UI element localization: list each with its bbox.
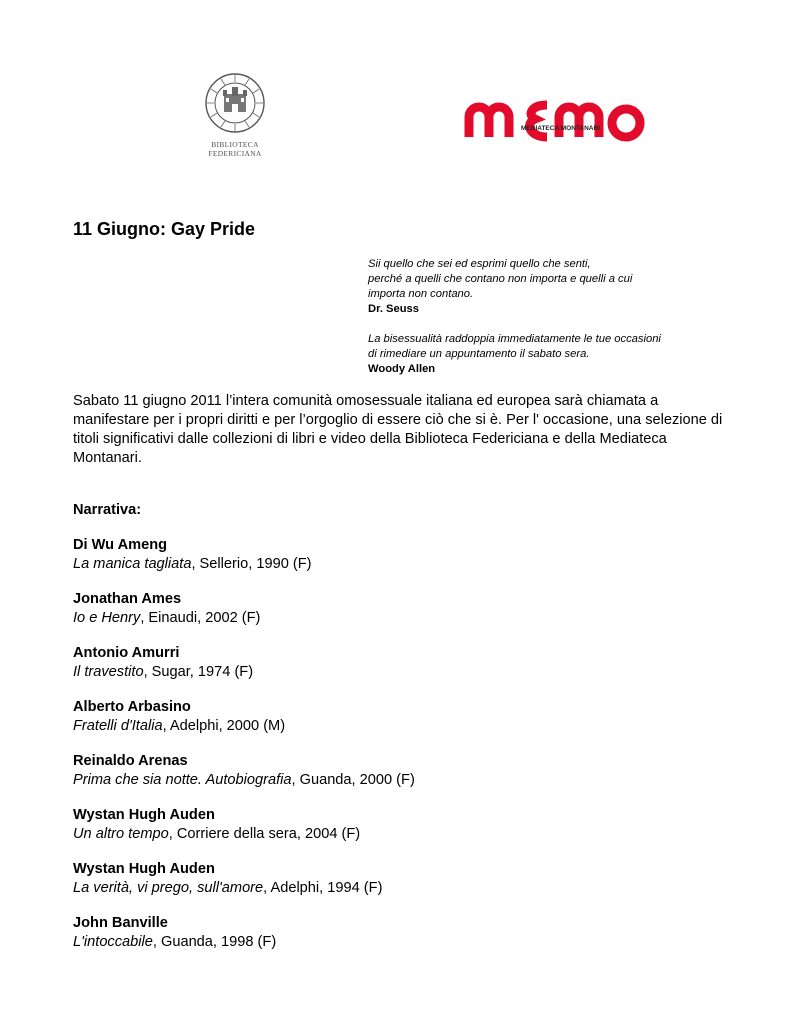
memo-mediateca-logo <box>463 97 651 154</box>
book-details: , Adelphi, 2000 (M) <box>162 718 286 734</box>
book-details: , Sugar, 1974 (F) <box>143 664 254 680</box>
book-entry <box>73 860 733 914</box>
quote-block <box>368 257 728 317</box>
book-details: , Guanda, 2000 (F) <box>291 772 415 788</box>
intro-paragraph: Sabato 11 giugno 2011 l’intera comunità omosessuale italiana ed europea sarà chiamata a manifestare per i propri diritti e per l’orgoglio di essere ciò che si è. Per l' occasione, una selezione di titoli significativi dalle collezioni di libri e video della Biblioteca Federiciana e della Mediateca Montanari. <box>73 393 723 466</box>
book-author: Wystan Hugh Auden <box>73 861 215 877</box>
book-work <box>73 933 733 952</box>
book-author: Alberto Arbasino <box>73 699 191 715</box>
book-work <box>73 771 733 790</box>
biblioteca-federiciana-logo <box>195 72 275 158</box>
quotes <box>368 257 728 377</box>
book-author: Antonio Amurri <box>73 645 180 661</box>
library-logo-caption-line1: BIBLIOTECA <box>211 140 259 149</box>
book-entry <box>73 590 733 644</box>
book-title: L'intoccabile <box>73 934 153 950</box>
book-title: La verità, vi prego, sull'amore <box>73 880 264 896</box>
book-details: , Sellerio, 1990 (F) <box>191 556 312 572</box>
library-logo-caption <box>195 140 275 158</box>
book-author: Wystan Hugh Auden <box>73 807 215 823</box>
book-work <box>73 663 733 682</box>
library-seal-icon <box>204 72 266 134</box>
book-title: Fratelli d'Italia <box>73 718 163 734</box>
book-entry <box>73 752 733 806</box>
book-work <box>73 879 733 898</box>
quote-author: Woody Allen <box>368 363 436 375</box>
book-title: Il travestito <box>73 664 144 680</box>
page-title: 11 Giugno: Gay Pride <box>73 219 256 239</box>
book-title: Prima che sia notte. Autobiografia <box>73 772 292 788</box>
quote-author: Dr. Seuss <box>368 303 419 315</box>
quote-text: Sii quello che sei ed esprimi quello che senti, perché a quelli che contano non importa e quelli a cui importa non contano. <box>368 258 633 300</box>
library-logo-caption-line2: FEDERICIANA <box>208 149 262 158</box>
book-entry <box>73 914 733 968</box>
book-entry <box>73 644 733 698</box>
book-author: Di Wu Ameng <box>73 537 168 553</box>
book-details: , Einaudi, 2002 (F) <box>140 610 261 626</box>
book-entry <box>73 536 733 590</box>
quote-text: La bisessualità raddoppia immediatamente le tue occasioni di rimediare un appuntamento il sabato sera. <box>368 333 661 360</box>
book-work <box>73 609 733 628</box>
book-work <box>73 825 733 844</box>
book-author: Jonathan Ames <box>73 591 182 607</box>
memo-tagline: MEDIATECA MONTANARI <box>521 125 600 132</box>
book-work <box>73 717 733 736</box>
book-entry <box>73 698 733 752</box>
book-details: , Adelphi, 1994 (F) <box>263 880 383 896</box>
book-title: La manica tagliata <box>73 556 192 572</box>
book-details: , Guanda, 1998 (F) <box>152 934 277 950</box>
book-title: Io e Henry <box>73 610 141 626</box>
section-title: Narrativa: <box>73 502 142 518</box>
book-work <box>73 555 733 574</box>
book-author: Reinaldo Arenas <box>73 753 188 769</box>
memo-wordmark-icon <box>463 97 651 149</box>
book-entry <box>73 806 733 860</box>
book-author: John Banville <box>73 915 168 931</box>
book-list <box>73 536 733 968</box>
quote-block <box>368 332 728 377</box>
book-title: Un altro tempo <box>73 826 169 842</box>
book-details: , Corriere della sera, 2004 (F) <box>168 826 361 842</box>
